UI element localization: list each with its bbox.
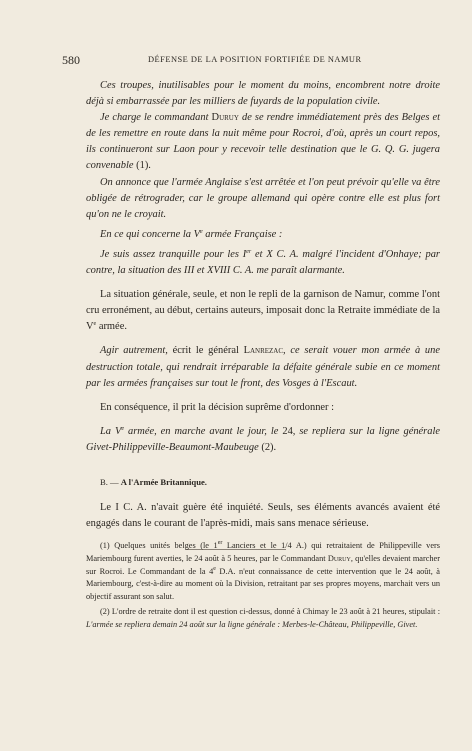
quoted-text: Agir autrement xyxy=(100,345,166,357)
footnote-text: , qu'elles devaient marcher sur Rocroi. Le Commandant de la 4 xyxy=(86,553,440,576)
paragraph-commandant-duruy xyxy=(86,110,440,174)
paragraph-text: de se rendre immédiatement près des Belges et de les remettre en route dans la nuit même pour Rocroi, d'où, après un court repos, ils continueront sur Laon pour y recevoir telle destination que le G. Q. G. jugera convenable xyxy=(86,112,440,172)
footnote-ref: (2). xyxy=(261,441,277,453)
paragraph-text: armée, en marche avant le jour, le xyxy=(124,425,283,437)
paragraph-text: , écrit le général xyxy=(165,345,244,357)
paragraph-text: On annonce que l'armée Anglaise s'est arrêtée et l'on peut prévoir qu'elle va être obligée de rétrograder, car le groupe allemand qui opère contre elle est plus fort qu'on ne le croyait. xyxy=(86,176,440,220)
paragraph-text: La V xyxy=(100,425,122,437)
person-name: Lanrezac xyxy=(243,345,284,357)
person-name: Duruy xyxy=(327,553,351,563)
footnote-text: D.A. n'eut connaissance de cette intervention que le 24 août, à Mariembourg, c'est-à-dire au moment où la Division, retraitant par ses propres moyens, marchait vers un objectif assurant son salut. xyxy=(86,566,440,602)
paragraph-text: En conséquence, il prit la décision suprême d'ordonner : xyxy=(100,401,335,413)
paragraph-text: et X C. A. malgré l'incident d'Onhaye; par contre, la situation des III et XVIII C. A. me paraît alarmante. xyxy=(86,248,440,277)
body-text xyxy=(86,78,440,550)
date-text: 24 xyxy=(282,425,293,437)
footnote-text: (2) L'ordre de retraite dont il est question ci-dessus, donné à Chimay le 23 août à 21 heures, stipulait : xyxy=(100,606,440,616)
paragraph-fifth-army-heading xyxy=(86,227,440,243)
superscript: er xyxy=(217,540,223,546)
paragraph-troops-unusable xyxy=(86,78,440,110)
person-name: Duruy xyxy=(211,112,239,124)
footnote-2 xyxy=(86,606,440,632)
paragraph-text: armée. xyxy=(96,321,127,333)
section-title: A l'Armée Britannique. xyxy=(120,476,207,487)
paragraph-text: , se repliera sur la ligne générale Givet-Philippeville-Beaumont-Maubeuge xyxy=(86,425,440,453)
paragraph-text: Je charge le commandant xyxy=(100,112,212,124)
paragraph-text: Ces troupes, inutilisables pour le moment du moins, encombrent notre droite déjà si embarrassée par les milliers de fuyards de la population civile. xyxy=(86,80,440,108)
paragraph-first-corps xyxy=(86,500,440,532)
running-head: DÉFENSE DE LA POSITION FORTIFIÉE DE NAMUR xyxy=(148,55,362,64)
page-header xyxy=(62,54,414,68)
footnote-1 xyxy=(86,540,440,604)
paragraph-text: Je suis assez tranquille pour les I xyxy=(100,248,247,260)
footnote-text: (1) Quelques unités belges (le 1 xyxy=(100,541,218,550)
section-heading xyxy=(86,474,440,490)
superscript: e xyxy=(213,565,216,572)
page-number: 580 xyxy=(62,53,80,67)
paragraph-english-army xyxy=(86,175,440,223)
superscript: e xyxy=(93,321,97,328)
section-letter: B. — xyxy=(100,476,121,487)
footnote-ref: (1). xyxy=(136,160,151,172)
superscript: e xyxy=(200,228,203,235)
superscript: e xyxy=(121,425,125,432)
paragraph-decision xyxy=(86,400,440,416)
footnote-text: Lanciers et le 1/4 A.) qui retraitaient de Philippeville vers Mariembourg furent averties, le 24 août à 5 heures, par le Commandant xyxy=(86,541,441,563)
paragraph-corps-situation xyxy=(86,247,440,279)
paragraph-text: La situation générale, seule, et non le repli de la garnison de Namur, comme l'ont cru erronément, au début, certains auteurs, imposait donc la Retraite immédiate de la V xyxy=(86,289,440,333)
paragraph-general-situation xyxy=(86,287,440,335)
paragraph-lanrezac-quote xyxy=(86,343,440,391)
footnotes xyxy=(86,540,440,632)
quoted-text: , ce serait vouer mon armée à une destruction totale, qui rendrait irréparable la défaite générale subie en ce moment par les armées françaises sur tout le front, des Vosges à l'Escaut. xyxy=(86,345,440,389)
superscript: er xyxy=(246,248,252,255)
paragraph-retreat-order xyxy=(86,424,440,456)
quoted-order: L'armée se repliera demain 24 août sur la ligne générale : Merbes-le-Château, Philippeville, Givet. xyxy=(86,619,418,629)
paragraph-text: Le I C. A. n'avait guère été inquiété. Seuls, ses éléments avancés avaient été engagés dans le courant de l'après-midi, mais sans menace sérieuse. xyxy=(86,502,440,530)
paragraph-text: armée Française : xyxy=(202,228,283,240)
paragraph-text: En ce qui concerne la V xyxy=(100,228,200,240)
